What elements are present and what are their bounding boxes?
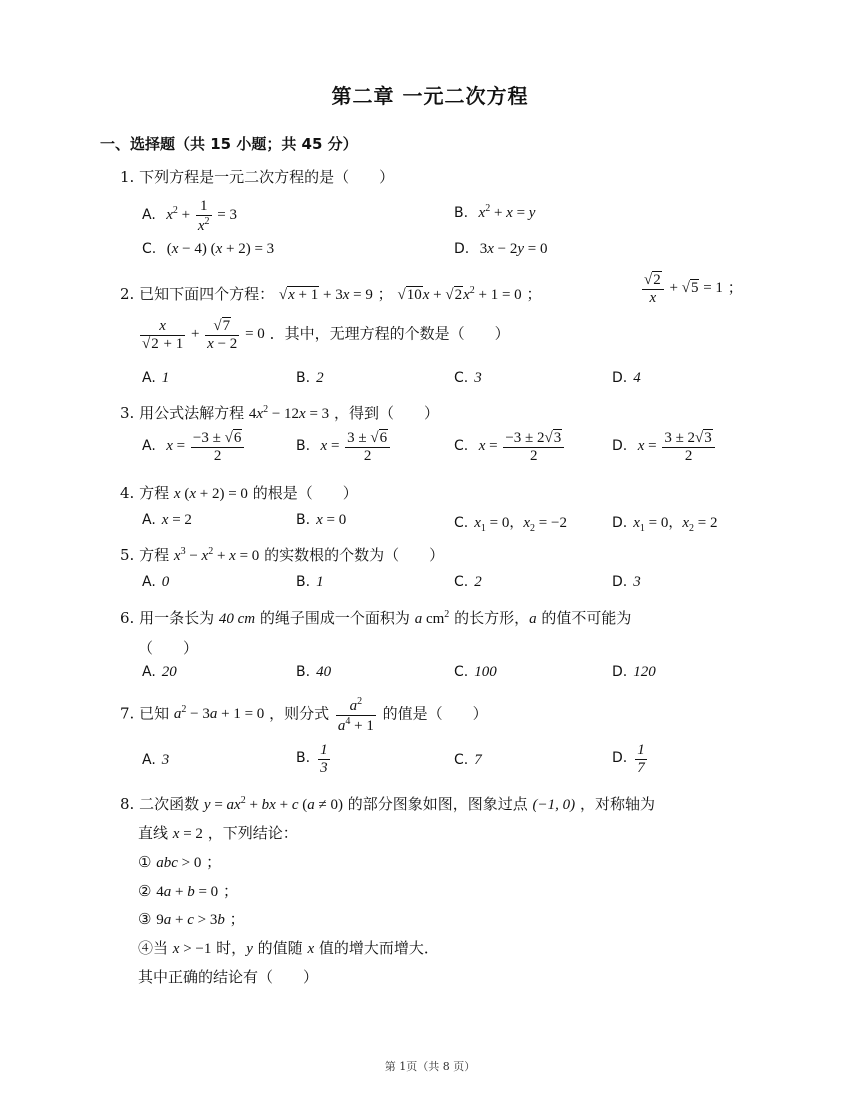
q2-option-a: A. 1	[142, 370, 170, 386]
q6-option-a: A. 20	[142, 664, 177, 680]
question-number: 8.	[120, 795, 135, 813]
question-number: 2.	[120, 285, 135, 303]
section-heading: 一、选择题（共 15 小题；共 45 分）	[100, 135, 358, 153]
q4-option-b: B. x = 0	[296, 512, 347, 528]
question-1	[120, 166, 394, 187]
q4-option-a: A. x = 2	[142, 512, 192, 528]
q6-answer-paren: （ ）	[138, 639, 199, 657]
q3-option-a: A. x = $\frac{-3 \pm √6}{2}$	[142, 430, 246, 464]
q6-option-b: B. 40	[296, 664, 332, 680]
q5-option-b: B. 1	[296, 574, 324, 590]
q1-option-d: D. 3x − 2y = 0	[454, 241, 548, 257]
q1-option-c: C. (x − 4) (x + 2) = 3	[142, 241, 275, 257]
question-8: 8. 二次函数 $y = ax^2$ + bx + c (a ≠ 0) 的部分图象如图，图象过点 (−1, 0) ，对称轴为	[120, 795, 655, 813]
q5-option-a: A. 0	[142, 574, 170, 590]
q3-option-b: B. x = $\frac{3 \pm √6}{2}$	[296, 430, 392, 464]
q1-option-a: A. $x^2$ + $\frac{1}{x^2}$ = 3	[142, 198, 238, 234]
q5-option-d: D. 3	[612, 574, 641, 590]
question-number: 4.	[120, 484, 135, 502]
q2-option-d: D. 4	[612, 370, 641, 386]
question-number: 5.	[120, 546, 135, 564]
question-number: 3.	[120, 404, 135, 422]
q2-option-b: B. 2	[296, 370, 324, 386]
question-7: 7. 已知 $a^2 - 3a + 1 = 0$ ，则分式 $\frac{a^2}{a^4 + 1}$ 的值是（ ）	[120, 696, 488, 734]
q7-option-b: B. $\frac{1}{3}$	[296, 742, 328, 776]
q2-option-c: C. 3	[454, 370, 482, 386]
q7-option-a: A. 3	[142, 752, 170, 768]
q7-option-d: D. $\frac{1}{7}$	[612, 742, 645, 776]
q7-option-c: C. 7	[454, 752, 482, 768]
q4-option-c: C. $x_1 = 0$，$x_2 = -2$	[454, 515, 567, 534]
q8-conclusion-4: ④当 x > −1 时，y 的值随 x 值的增大而增大．	[138, 939, 439, 957]
q4-option-d: D. $x_1 = 0$，$x_2 = 2$	[612, 515, 718, 534]
question-6: 6. 用一条长为 40 cm 的绳子围成一个面积为 a $cm^2$ 的长方形，a 的值不可能为	[120, 609, 632, 627]
question-5: 5. 方程 $x^3 - x^2 + x = 0$ 的实数根的个数为（ ）	[120, 546, 445, 564]
page-title: 第二章 一元二次方程	[331, 84, 529, 108]
q8-final-line: 其中正确的结论有（ ）	[138, 968, 319, 986]
q2-equation-3: $\frac{√2}{x}$ + √5 = 1 ；	[644, 272, 743, 306]
q3-option-d: D. x = $\frac{3 \pm 2√3}{2}$	[612, 430, 717, 464]
q8-conclusion-1: ① abc > 0 ；	[138, 853, 222, 871]
q6-option-c: C. 100	[454, 664, 497, 680]
q2-line-2: $\frac{x}{√2 + 1}$ + $\frac{√7}{x - 2}$ = 0 ．其中，无理方程的个数是（ ）	[142, 318, 510, 352]
q5-option-c: C. 2	[454, 574, 482, 590]
q8-conclusion-3: ③ 9a + c > 3b ；	[138, 910, 245, 928]
question-3: 3. 用公式法解方程 $4x^2 - 12x = 3$ ，得到（ ）	[120, 404, 439, 422]
page-footer: 第 1页（共 8 页）	[384, 1060, 476, 1073]
q6-option-d: D. 120	[612, 664, 656, 680]
q8-conclusion-2: ② 4a + b = 0 ；	[138, 882, 238, 900]
question-number: 6.	[120, 609, 135, 627]
q8-line-2: 直线 x = 2 ，下列结论：	[138, 824, 298, 842]
q3-option-c: C. x = $\frac{-3 \pm 2√3}{2}$	[454, 430, 566, 464]
question-4: 4. 方程 x (x + 2) = 0 的根是（ ）	[120, 484, 358, 502]
question-number: 1.	[120, 168, 135, 186]
question-text: 下列方程是一元二次方程的是（ ）	[139, 168, 395, 186]
q1-option-b: B. $x^2 + x = y$	[454, 203, 536, 221]
question-number: 7.	[120, 704, 135, 723]
question-2: 2. 已知下面四个方程： √x + 1 + 3x = 9 ； $√10x + √2x^2 + 1 = 0$ ；	[120, 285, 542, 303]
